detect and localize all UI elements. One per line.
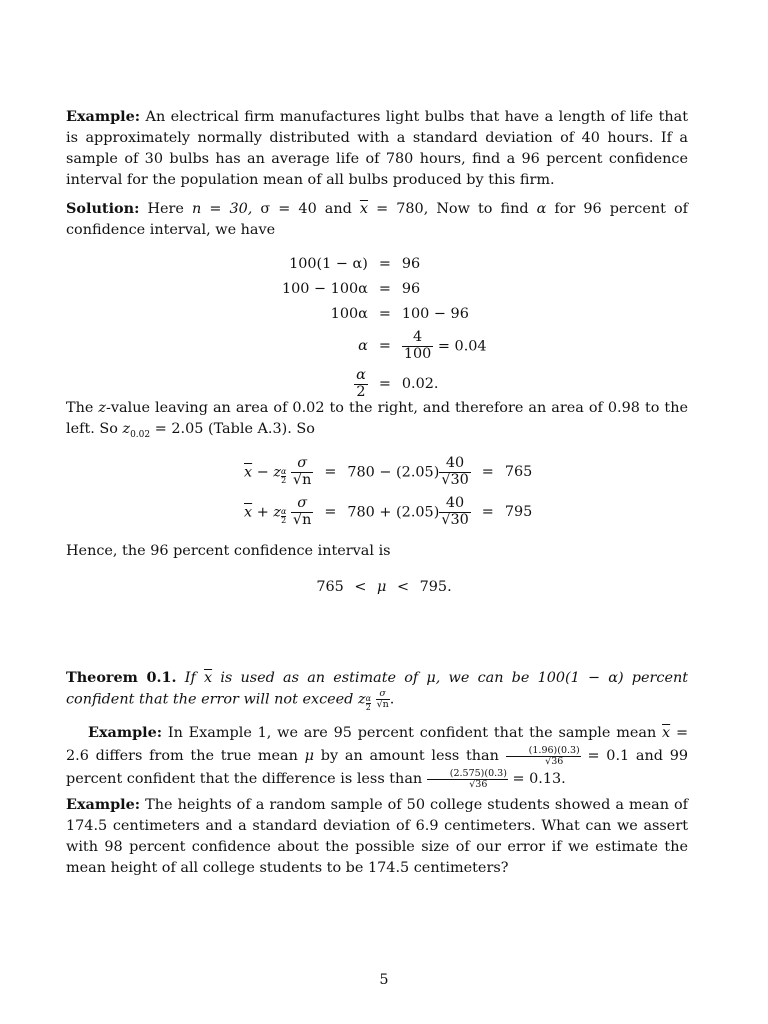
z-symbol: z	[273, 464, 281, 480]
period: .	[389, 691, 395, 708]
z-subscript	[366, 695, 371, 712]
example-label: Example:	[88, 724, 163, 741]
denominator: √30	[441, 471, 469, 488]
z-symbol: z	[122, 421, 131, 437]
paragraph-text: = 0.1 and 99 percent confident that the difference is less than	[66, 748, 689, 787]
x-bar-symbol: $\overline{x}$	[662, 725, 671, 741]
numerator: α	[365, 694, 371, 704]
equation-middle	[347, 492, 470, 532]
example-1-text: An electrical firm manufactures light bulbs that have a length of life that is approximately normally distributed with a standard deviation of 40 hours. If a sample of 30 bulbs has an average life of 780 hours, find a 96 percent confidence interval for the population mean of all bulbs produced by this firm.	[66, 109, 688, 188]
equation-rhs: 100 − 96	[401, 306, 469, 322]
z-symbol: z	[273, 504, 281, 520]
denominator: 2	[281, 476, 287, 485]
lower-bound-result: 765	[504, 463, 533, 480]
fraction	[376, 689, 390, 710]
equals-sign: =	[324, 503, 337, 520]
equation-row	[244, 492, 532, 532]
solution-label: Solution:	[66, 200, 140, 217]
paragraph-text: -value leaving an area of 0.02 to the right, and therefore an area of 0.98 to the left. So	[66, 400, 688, 437]
denominator: 2	[281, 516, 287, 525]
numerator: σ	[291, 496, 313, 513]
denominator: 2	[365, 703, 371, 713]
x-bar-symbol: $\overline{x}$	[244, 464, 253, 480]
equation-rhs: 96	[401, 256, 421, 272]
denominator: √36	[545, 755, 564, 767]
equation-row	[282, 302, 487, 327]
solution-paragraph	[66, 198, 688, 241]
equation-lhs: 100(1 − α)	[289, 256, 368, 272]
plus-sign: +	[256, 504, 269, 520]
equals-sign: =	[378, 306, 391, 322]
equation-middle	[347, 452, 470, 492]
minus-sign: −	[256, 464, 269, 480]
x-bar-symbol: $\overline{x}$	[203, 670, 213, 686]
x-bar-symbol: $\overline{x}$	[244, 504, 253, 520]
z-symbol: z	[98, 400, 107, 416]
result: = 0.04	[437, 338, 487, 354]
z-subscript	[281, 468, 286, 485]
fraction	[439, 456, 470, 489]
equals-sign: =	[378, 281, 391, 297]
denominator: √36	[469, 778, 488, 790]
less-than-sign: <	[396, 579, 410, 595]
fraction	[291, 496, 313, 529]
numerator: (2.575)(0.3)	[427, 769, 508, 780]
theorem-paragraph	[66, 667, 688, 712]
denominator: √30	[441, 511, 469, 528]
equation-rhs: 0.02.	[401, 375, 439, 392]
equation-row	[282, 277, 487, 302]
fraction	[506, 746, 581, 767]
x-bar-symbol: $\overline{x}$	[359, 201, 369, 217]
calculation: 780 + (2.05)	[347, 504, 440, 520]
upper-bound-result: 795	[504, 503, 533, 520]
z-symbol: z	[357, 691, 366, 708]
interval-lower: 765	[316, 579, 344, 595]
example-label: Example:	[66, 108, 141, 125]
z-subscript	[281, 508, 286, 525]
fraction	[439, 496, 470, 529]
solution-text: Here	[147, 201, 184, 217]
numerator: (1.96)(0.3)	[506, 746, 581, 757]
equals-sign: =	[481, 463, 494, 480]
fraction	[402, 330, 433, 363]
equation-row	[282, 252, 487, 277]
theorem-label: Theorem 0.1.	[66, 669, 177, 686]
paragraph-text: The	[66, 400, 94, 416]
less-than-sign: <	[354, 579, 367, 595]
alpha-symbol: α	[536, 201, 547, 217]
numerator: σ	[376, 689, 390, 700]
equals-sign: =	[378, 256, 391, 272]
equation-lhs: 100α	[330, 306, 368, 322]
theorem-text: If	[184, 670, 196, 686]
paragraph-text: by an amount less than	[320, 748, 499, 764]
equation-lhs	[244, 492, 313, 532]
numerator: 4	[402, 330, 433, 347]
denominator: 100	[403, 345, 432, 362]
equation-lhs	[244, 452, 313, 492]
equation-rhs	[402, 327, 487, 365]
example-label: Example:	[66, 796, 141, 813]
paragraph-text: In Example 1, we are 95 percent confident that the sample mean	[167, 725, 657, 741]
numerator: α	[280, 467, 287, 476]
denominator: √n	[292, 511, 312, 528]
denominator: √n	[376, 698, 389, 710]
numerator: α	[356, 366, 366, 383]
calculation: 780 − (2.05)	[347, 464, 440, 480]
solution-text: = 780, Now to find	[376, 201, 529, 217]
equation-row	[282, 327, 487, 365]
alpha-derivation-equations	[282, 252, 487, 403]
confidence-bound-equations	[244, 452, 532, 532]
equals-sign: =	[378, 337, 391, 354]
numerator: α	[280, 507, 287, 516]
paragraph-text: = 2.05 (Table A.3). So	[154, 421, 315, 437]
numerator: 40	[439, 496, 470, 513]
numerator: σ	[291, 456, 313, 473]
interval-upper: 795.	[419, 579, 452, 595]
denominator: 2	[356, 383, 366, 400]
fraction	[427, 769, 508, 790]
equals-sign: =	[481, 503, 494, 520]
fraction	[354, 368, 368, 401]
numerator: 40	[439, 456, 470, 473]
equation-lhs: 100 − 100α	[282, 281, 368, 297]
paragraph-text: The heights of a random sample of 50 college students showed a mean of 174.5 centimeters and a standard deviation of 6.9 centimeters. What can we assert with 98 percent confidence about the possible size of our error if we estimate the mean height of all college students to be 174.5 centimeters?	[66, 797, 689, 876]
fraction	[291, 456, 313, 489]
sigma-value: σ = 40 and	[260, 201, 352, 217]
paragraph-text: = 2.6 differs from the true mean	[66, 725, 689, 764]
confidence-interval-display	[0, 577, 768, 598]
example-1-paragraph	[66, 106, 688, 191]
equation-rhs: 96	[401, 281, 421, 297]
paragraph-text: = 0.13.	[512, 771, 566, 787]
mu-symbol: μ	[377, 579, 387, 595]
theorem-text: is used as an estimate of μ, we can be 100(1 − α) percent confident that the error will not exceed	[66, 670, 689, 708]
solution-text: for 96 percent of confidence interval, we have	[66, 201, 688, 238]
example-3-paragraph	[66, 794, 688, 879]
z-value-paragraph	[66, 398, 688, 446]
equals-sign: =	[378, 375, 391, 392]
equation-row	[244, 452, 532, 492]
denominator: √n	[292, 471, 312, 488]
z-subscript: 0.02	[130, 430, 151, 440]
equation-lhs: α	[358, 337, 368, 354]
page-number: 5	[379, 972, 389, 988]
mu-symbol: μ	[304, 748, 315, 764]
hence-paragraph	[66, 541, 688, 562]
equals-sign: =	[324, 463, 337, 480]
example-2-paragraph	[66, 721, 688, 791]
n-value: n = 30,	[192, 201, 253, 217]
paragraph-text: Hence, the 96 percent confidence interval is	[66, 543, 391, 559]
